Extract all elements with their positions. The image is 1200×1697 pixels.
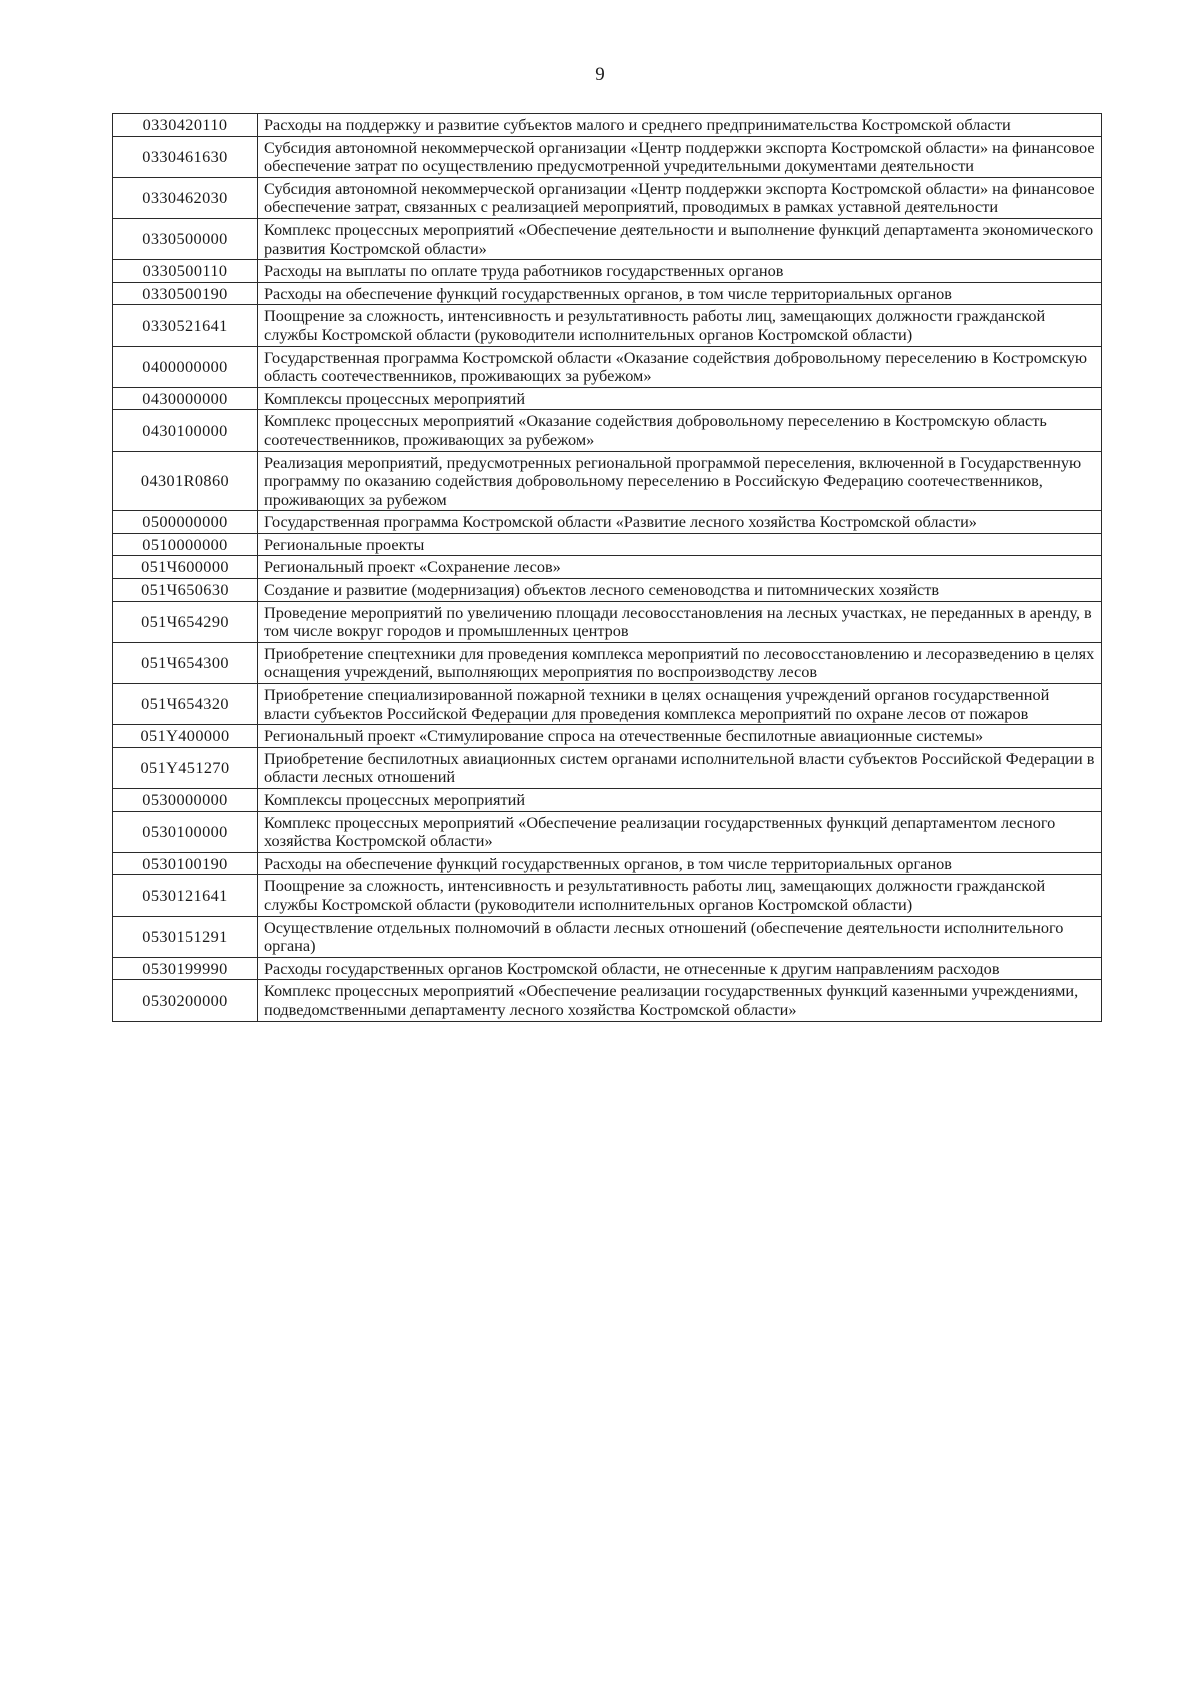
row-code: 0500000000: [113, 511, 258, 534]
page-number: 9: [595, 64, 605, 85]
table-row: [113, 218, 1102, 259]
row-code: 051Ч654320: [113, 684, 258, 725]
table-row: [113, 811, 1102, 852]
row-description: Приобретение беспилотных авиационных систем органами исполнительной власти субъектов Российской Федерации в области лесных отношений: [258, 747, 1102, 788]
table-row: [113, 511, 1102, 534]
row-description: Субсидия автономной некоммерческой организации «Центр поддержки экспорта Костромской области» на финансовое обеспечение затрат, связанных с реализацией мероприятий, проводимых в рамках уставной деятельности: [258, 177, 1102, 218]
table-row: [113, 980, 1102, 1021]
table-row: [113, 346, 1102, 387]
row-description: Региональный проект «Стимулирование спроса на отечественные беспилотные авиационные системы»: [258, 725, 1102, 748]
table-row: [113, 451, 1102, 511]
table-row: [113, 556, 1102, 579]
table-row: [113, 601, 1102, 642]
row-description: Комплексы процессных мероприятий: [258, 789, 1102, 812]
table-row: [113, 410, 1102, 451]
table-row: [113, 579, 1102, 602]
row-code: 0330461630: [113, 136, 258, 177]
row-code: 0510000000: [113, 533, 258, 556]
row-code: 0330500190: [113, 282, 258, 305]
row-description: Расходы на поддержку и развитие субъектов малого и среднего предпринимательства Костромской области: [258, 114, 1102, 137]
row-description: Приобретение спецтехники для проведения комплекса мероприятий по лесовосстановлению и лесоразведению в целях оснащения учреждений, выполняющих мероприятия по воспроизводству лесов: [258, 642, 1102, 683]
row-code: 051Ч654290: [113, 601, 258, 642]
table-row: [113, 875, 1102, 916]
row-description: Приобретение специализированной пожарной техники в целях оснащения учреждений органов государственной власти субъектов Российской Федерации для проведения комплекса мероприятий по охране лесов от пожаров: [258, 684, 1102, 725]
row-description: Осуществление отдельных полномочий в области лесных отношений (обеспечение деятельности исполнительного органа): [258, 916, 1102, 957]
table-body: [113, 114, 1102, 1022]
row-description: Государственная программа Костромской области «Оказание содействия добровольному переселению в Костромскую область соотечественников, проживающих за рубежом»: [258, 346, 1102, 387]
row-code: 051Ч650630: [113, 579, 258, 602]
table-row: [113, 177, 1102, 218]
table-row: [113, 282, 1102, 305]
row-description: Субсидия автономной некоммерческой организации «Центр поддержки экспорта Костромской области» на финансовое обеспечение затрат по осуществлению предусмотренной учредительными документами деятельности: [258, 136, 1102, 177]
row-description: Расходы на обеспечение функций государственных органов, в том числе территориальных органов: [258, 852, 1102, 875]
row-description: Проведение мероприятий по увеличению площади лесовосстановления на лесных участках, не переданных в аренду, в том числе вокруг городов и промышленных центров: [258, 601, 1102, 642]
row-description: Поощрение за сложность, интенсивность и результативность работы лиц, замещающих должности гражданской службы Костромской области (руководители исполнительных органов Костромской области): [258, 875, 1102, 916]
row-code: 04301R0860: [113, 451, 258, 511]
row-description: Комплекс процессных мероприятий «Обеспечение реализации государственных функций казенными учреждениями, подведомственными департаменту лесного хозяйства Костромской области»: [258, 980, 1102, 1021]
row-description: Реализация мероприятий, предусмотренных региональной программой переселения, включенной в Государственную программу по оказанию содействия добровольному переселению в Российскую Федерацию соотечественников, проживающих за рубежом: [258, 451, 1102, 511]
row-code: 0530200000: [113, 980, 258, 1021]
row-code: 051Y451270: [113, 747, 258, 788]
row-description: Комплекс процессных мероприятий «Обеспечение деятельности и выполнение функций департамента экономического развития Костромской области»: [258, 218, 1102, 259]
table-row: [113, 747, 1102, 788]
row-description: Региональный проект «Сохранение лесов»: [258, 556, 1102, 579]
row-description: Поощрение за сложность, интенсивность и результативность работы лиц, замещающих должности гражданской службы Костромской области (руководители исполнительных органов Костромской области): [258, 305, 1102, 346]
row-code: 0530151291: [113, 916, 258, 957]
table-row: [113, 916, 1102, 957]
row-description: Комплекс процессных мероприятий «Оказание содействия добровольному переселению в Костромскую область соотечественников, проживающих за рубежом»: [258, 410, 1102, 451]
table-row: [113, 852, 1102, 875]
row-description: Расходы на выплаты по оплате труда работников государственных органов: [258, 260, 1102, 283]
row-code: 0330521641: [113, 305, 258, 346]
row-code: 0530000000: [113, 789, 258, 812]
table-row: [113, 957, 1102, 980]
table-row: [113, 533, 1102, 556]
row-code: 0400000000: [113, 346, 258, 387]
table-row: [113, 789, 1102, 812]
budget-code-table: [112, 113, 1102, 1022]
row-code: 0430000000: [113, 387, 258, 410]
row-description: Комплексы процессных мероприятий: [258, 387, 1102, 410]
row-code: 0530121641: [113, 875, 258, 916]
row-code: 0530100000: [113, 811, 258, 852]
row-code: 0330420110: [113, 114, 258, 137]
table-row: [113, 684, 1102, 725]
row-description: Государственная программа Костромской области «Развитие лесного хозяйства Костромской области»: [258, 511, 1102, 534]
table-row: [113, 305, 1102, 346]
row-code: 051Y400000: [113, 725, 258, 748]
row-code: 051Ч600000: [113, 556, 258, 579]
table-row: [113, 642, 1102, 683]
table-row: [113, 260, 1102, 283]
table-row: [113, 725, 1102, 748]
table-row: [113, 387, 1102, 410]
row-code: 0530199990: [113, 957, 258, 980]
table-row: [113, 114, 1102, 137]
row-description: Расходы государственных органов Костромской области, не отнесенные к другим направлениям расходов: [258, 957, 1102, 980]
row-description: Комплекс процессных мероприятий «Обеспечение реализации государственных функций департаментом лесного хозяйства Костромской области»: [258, 811, 1102, 852]
row-code: 0330500000: [113, 218, 258, 259]
row-description: Региональные проекты: [258, 533, 1102, 556]
row-code: 0530100190: [113, 852, 258, 875]
row-code: 0430100000: [113, 410, 258, 451]
row-code: 0330500110: [113, 260, 258, 283]
row-code: 0330462030: [113, 177, 258, 218]
row-description: Создание и развитие (модернизация) объектов лесного семеноводства и питомнических хозяйств: [258, 579, 1102, 602]
row-description: Расходы на обеспечение функций государственных органов, в том числе территориальных органов: [258, 282, 1102, 305]
table-row: [113, 136, 1102, 177]
row-code: 051Ч654300: [113, 642, 258, 683]
